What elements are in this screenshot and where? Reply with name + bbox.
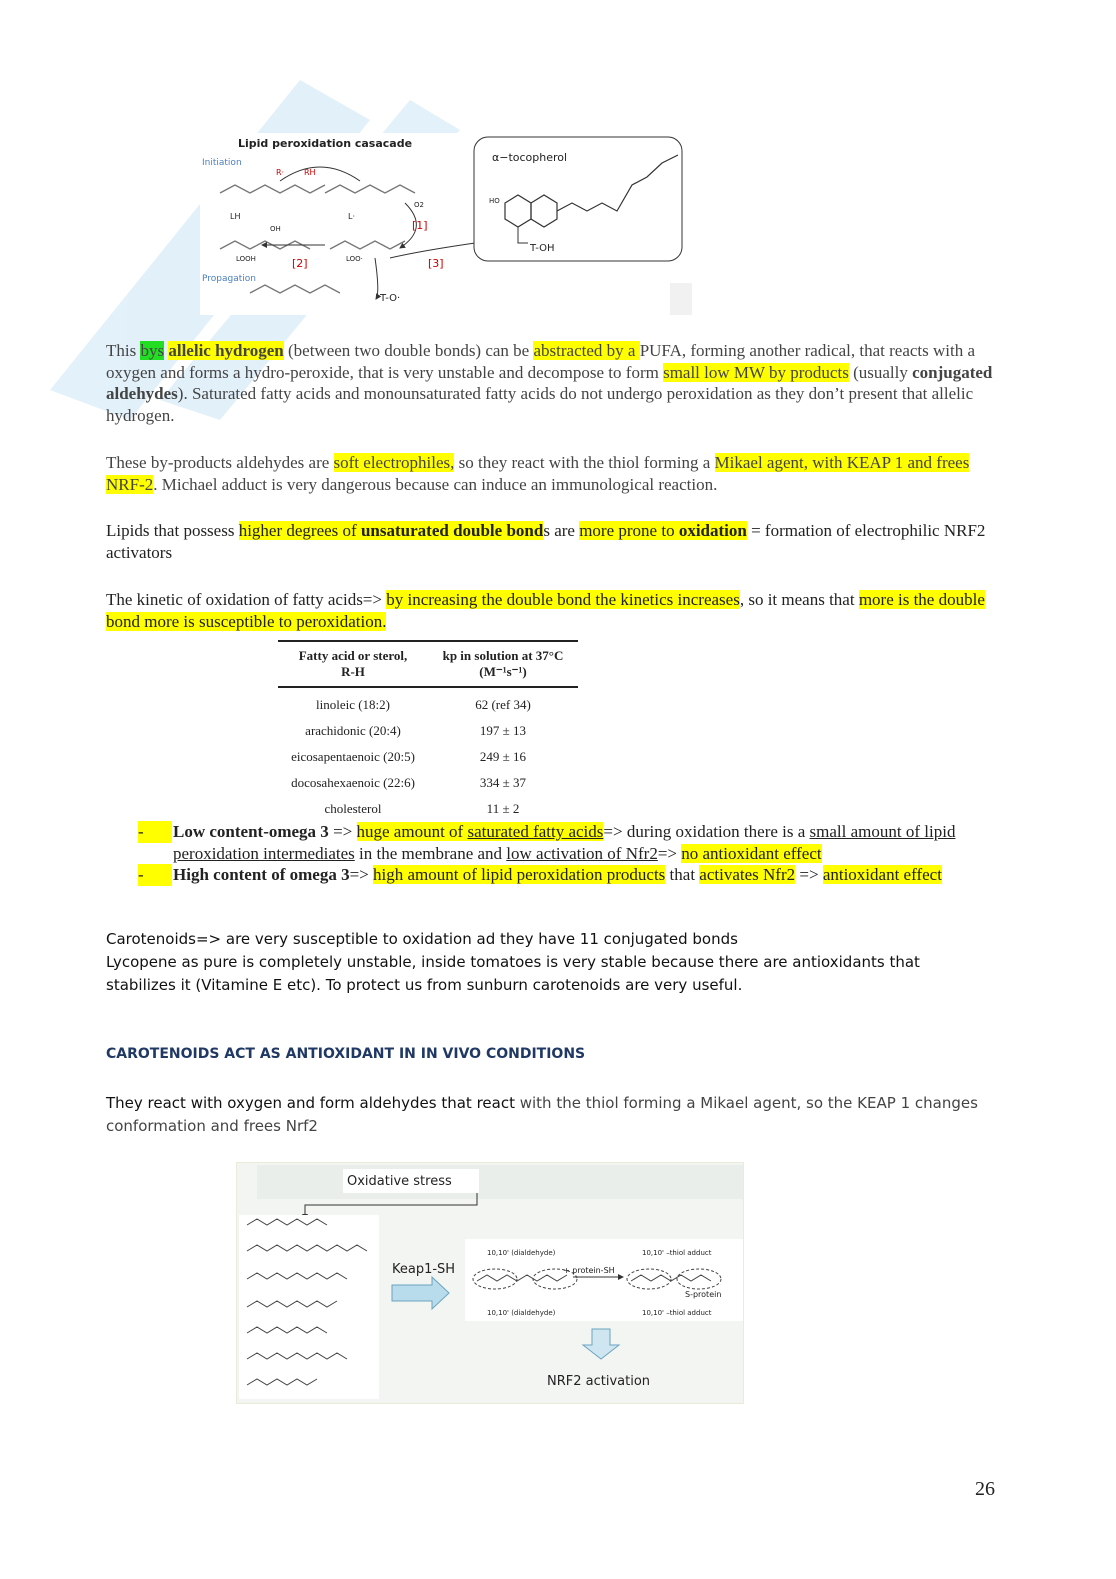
fig2-s-protein: S-protein: [685, 1290, 722, 1299]
fig1-l-dot: L·: [348, 212, 355, 221]
lipid-peroxidation-figure: [200, 133, 692, 315]
fig1-o2: O2: [414, 201, 424, 209]
paragraph-kinetic-oxidation: The kinetic of oxidation of fatty acids=> by increasing the double bond the kinetics increases, so it means that more is the double bond more is susceptible to peroxidation.: [106, 590, 985, 631]
fig2-protein-sh: + protein-SH: [563, 1266, 615, 1275]
fig1-to-dot: T-O·: [380, 293, 401, 304]
paragraph-allelic-hydrogen: This bys allelic hydrogen (between two double bonds) can be abstracted by a PUFA, forming another radical, that reacts with a oxygen and forms a hydro-peroxide, that is very unstable and decompose to form small low MW by products (usually conjugated aldehydes). Saturated fatty acids and monounsaturated fatty acids do not undergo peroxidation as they don’t present that allelic hydrogen.: [106, 341, 993, 425]
paragraph-soft-electrophiles: These by-products aldehydes are soft electrophiles, so they react with the thiol forming a Mikael agent, with KEAP 1 and frees NRF-2. Michael adduct is very dangerous because can induce an immunological reaction.: [106, 453, 970, 494]
fig1-step1: [1]: [412, 219, 428, 232]
fig1-initiation: Initiation: [202, 158, 242, 168]
fig2-dialdehyde-top: 10,10' (dialdehyde): [487, 1249, 556, 1257]
fig2-dialdehyde-bottom: 10,10' (dialdehyde): [487, 1309, 556, 1317]
fig1-title: Lipid peroxidation casacade: [238, 137, 413, 150]
fig1-step3: [3]: [428, 257, 444, 270]
fig1-loo-dot: LOO·: [346, 255, 363, 263]
kp-col2-header-sub: (M⁻¹s⁻¹): [479, 664, 527, 679]
bullet-low-omega3: - Low content-omega 3 => huge amount of saturated fatty acids=> during oxidation there is a small amount of lipid peroxidation intermediates in the membrane and low activation of Nfr2=> no antioxidant effect: [138, 822, 956, 863]
fig1-propagation: Propagation: [202, 274, 256, 284]
page-number: 26: [975, 1478, 995, 1500]
carotenoids-paragraph: [106, 928, 994, 997]
fig2-oxidative-stress: Oxidative stress: [347, 1174, 452, 1189]
nrf2-activation-figure: [236, 1162, 744, 1404]
carotenoids-line-1: Carotenoids=> are very susceptible to oxidation ad they have 11 conjugated bonds: [106, 930, 738, 948]
fig2-adduct-top: 10,10' –thiol adduct: [642, 1249, 712, 1257]
table-row: cholesterol 11 ± 2: [324, 801, 520, 816]
paragraph-unsaturated-bonds: Lipids that possess higher degrees of unsaturated double bonds are more prone to oxidation = formation of electrophilic NRF2 activators: [106, 521, 986, 562]
carotenoids-line-2: Lycopene as pure is completely unstable, inside tomatoes is very stable because there are antioxidants that stabilizes it (Vitamine E etc). To protect us from sunburn carotenoids are very useful.: [106, 953, 920, 994]
bullet-high-omega3: - High content of omega 3=> high amount of lipid peroxidation products that activates Nfr2 => antioxidant effect: [138, 865, 942, 884]
kp-table: [278, 640, 578, 822]
fig2-nrf2-activation: NRF2 activation: [547, 1374, 651, 1389]
paragraph-carotenoid-aldehydes: They react with oxygen and form aldehydes that react with the thiol forming a Mikael agent, so the KEAP 1 changes conformation and frees Nrf2: [106, 1094, 978, 1135]
table-row: eicosapentaenoic (20:5) 249 ± 16: [291, 749, 527, 764]
fig2-keap1-sh: Keap1-SH: [392, 1262, 456, 1277]
fig1-step2: [2]: [292, 257, 308, 270]
kp-table-header: [278, 640, 578, 688]
fig1-looh: LOOH: [236, 255, 256, 263]
kp-col2-header: kp in solution at 37°C: [442, 648, 564, 663]
kp-col1-header: Fatty acid or sterol,: [298, 648, 408, 663]
table-row: docosahexaenoic (22:6) 334 ± 37: [291, 775, 527, 790]
fig1-ho: HO: [489, 197, 500, 205]
fig1-r-dot: R·: [276, 168, 285, 177]
section-heading: CAROTENOIDS ACT AS ANTIOXIDANT IN IN VIVO CONDITIONS: [106, 1046, 586, 1062]
fig1-lh: LH: [230, 212, 241, 221]
table-row: arachidonic (20:4) 197 ± 13: [305, 723, 527, 738]
fig1-tocopherol: α−tocopherol: [492, 151, 568, 164]
kp-col1-header-sub: R-H: [341, 664, 365, 679]
fig2-adduct-bottom: 10,10' –thiol adduct: [642, 1309, 712, 1317]
fig1-oh: OH: [270, 225, 281, 233]
fig1-toh: T-OH: [530, 243, 555, 254]
table-row: linoleic (18:2) 62 (ref 34): [315, 697, 531, 712]
fig1-rh: RH: [304, 168, 316, 177]
